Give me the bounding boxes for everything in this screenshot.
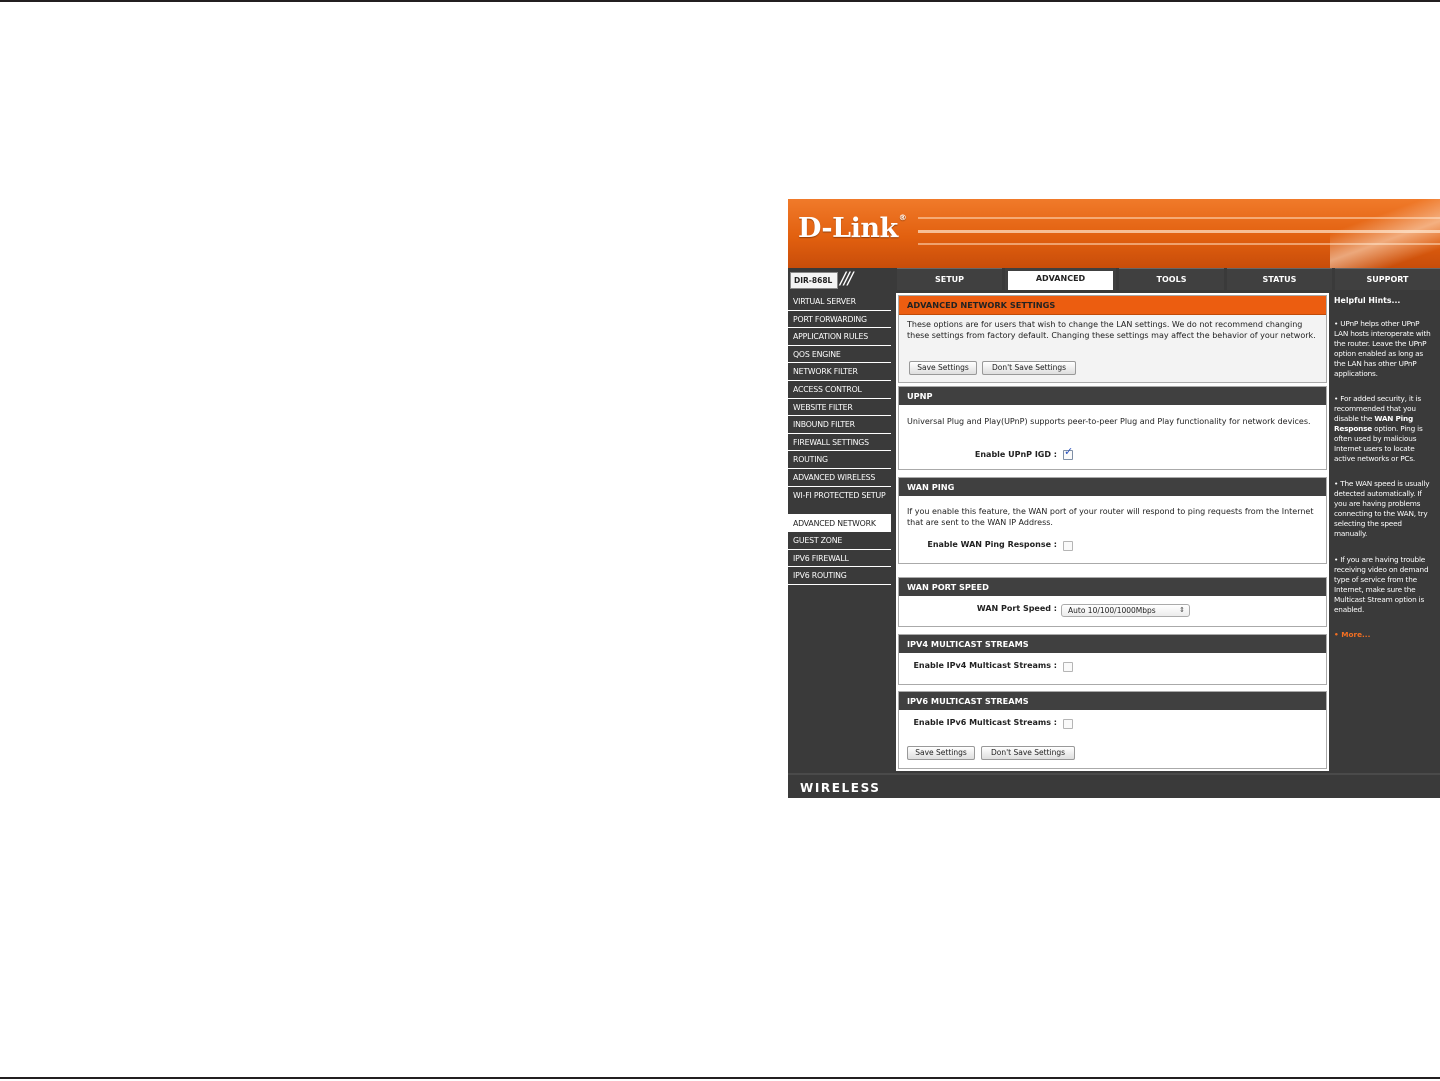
sidebar-item-virtual-server[interactable]: VIRTUAL SERVER: [788, 293, 891, 311]
dlink-logo: D-Link®: [798, 213, 907, 244]
wan-ping-checkbox[interactable]: [1063, 541, 1073, 551]
section-title: WAN PORT SPEED: [899, 578, 1326, 596]
upnp-igd-checkbox[interactable]: [1063, 450, 1073, 460]
tab-support[interactable]: SUPPORT: [1335, 268, 1440, 290]
hint-wan-speed: • The WAN speed is usually detected automatically. If you are having problems connecting to the WAN, try selecting the speed manually.: [1334, 479, 1430, 538]
ipv4-multicast-section: [898, 634, 1327, 685]
hints-title: Helpful Hints...: [1334, 296, 1401, 305]
section-title: ADVANCED NETWORK SETTINGS: [899, 296, 1326, 315]
sidebar-item-advanced-wireless[interactable]: ADVANCED WIRELESS: [788, 469, 891, 487]
tab-tools[interactable]: TOOLS: [1119, 268, 1224, 290]
save-settings-button[interactable]: Save Settings: [909, 361, 977, 375]
intro-text: These options are for users that wish to change the LAN settings. We do not recommend changing these settings from factory default. Changing these settings may affect the behavior of your network.: [907, 320, 1316, 340]
wan-ping-text: If you enable this feature, the WAN port of your router will respond to ping requests from the Internet that are sent to the WAN IP Address.: [907, 507, 1314, 527]
helpful-hints-panel: [1330, 293, 1440, 771]
wan-ping-section: [898, 477, 1327, 564]
footer-bar: [788, 773, 1440, 798]
sidebar-item-ipv6-routing[interactable]: IPV6 ROUTING: [788, 567, 891, 585]
slash-decoration: ///: [840, 269, 852, 289]
select-arrows-icon: ⇕: [1179, 606, 1185, 614]
upnp-igd-label: Enable UPnP IGD :: [974, 450, 1057, 459]
tab-status[interactable]: STATUS: [1227, 268, 1332, 290]
ipv6-multicast-section: [898, 691, 1327, 769]
more-hints-link[interactable]: • More...: [1334, 630, 1371, 639]
sidebar-item-routing[interactable]: ROUTING: [788, 451, 891, 469]
wan-port-speed-section: [898, 577, 1327, 627]
section-title: WAN PING: [899, 478, 1326, 496]
ipv4-multicast-label: Enable IPv4 Multicast Streams :: [913, 661, 1057, 670]
sidebar-item-port-forwarding[interactable]: PORT FORWARDING: [788, 311, 891, 329]
sidebar-item-application-rules[interactable]: APPLICATION RULES: [788, 328, 891, 346]
upnp-text: Universal Plug and Play(UPnP) supports peer-to-peer Plug and Play functionality for network devices.: [907, 417, 1311, 426]
sidebar-item-qos-engine[interactable]: QOS ENGINE: [788, 346, 891, 364]
section-title: IPV4 MULTICAST STREAMS: [899, 635, 1326, 653]
model-tab-row: [788, 268, 1440, 290]
sidebar-item-firewall-settings[interactable]: FIREWALL SETTINGS: [788, 434, 891, 452]
sidebar: [788, 293, 893, 585]
model-label: DIR-868L: [790, 272, 838, 289]
ipv4-multicast-checkbox[interactable]: [1063, 662, 1073, 672]
dont-save-settings-button[interactable]: Don't Save Settings: [982, 361, 1076, 375]
bottom-save-settings-button[interactable]: Save Settings: [907, 746, 975, 760]
wireless-logo: WIRELESS: [800, 781, 881, 795]
top-rule: [0, 0, 1440, 2]
wan-ping-label: Enable WAN Ping Response :: [927, 540, 1057, 549]
tab-setup[interactable]: SETUP: [897, 268, 1002, 290]
section-title: UPNP: [899, 387, 1326, 405]
bottom-rule: [0, 1077, 1440, 1079]
section-title: IPV6 MULTICAST STREAMS: [899, 692, 1326, 710]
hint-wan-ping: • For added security, it is recommended that you disable the WAN Ping Response option. Ping is often used by malicious Internet users to locate active networks or PCs.: [1334, 394, 1423, 463]
tab-advanced[interactable]: ADVANCED: [1005, 268, 1116, 290]
sidebar-item-ipv6-firewall[interactable]: IPV6 FIREWALL: [788, 550, 891, 568]
bottom-dont-save-settings-button[interactable]: Don't Save Settings: [981, 746, 1075, 760]
sidebar-item-advanced-network[interactable]: ADVANCED NETWORK: [788, 515, 891, 533]
ipv6-multicast-checkbox[interactable]: [1063, 719, 1073, 729]
brand-banner: [788, 199, 1440, 268]
sidebar-item-inbound-filter[interactable]: INBOUND FILTER: [788, 416, 891, 434]
sidebar-item-guest-zone[interactable]: GUEST ZONE: [788, 532, 891, 550]
wan-port-speed-label: WAN Port Speed :: [976, 604, 1057, 613]
hint-upnp: • UPnP helps other UPnP LAN hosts interoperate with the router. Leave the UPnP option enabled as long as the LAN has other UPnP applications.: [1334, 319, 1431, 378]
advanced-network-settings-section: [898, 295, 1327, 383]
main-content: [896, 293, 1329, 771]
hint-multicast: • If you are having trouble receiving video on demand type of service from the Internet, make sure the Multicast Stream option is enabled.: [1334, 555, 1429, 614]
sidebar-item-wifi-protected-setup[interactable]: WI-FI PROTECTED SETUP: [788, 487, 891, 515]
ipv6-multicast-label: Enable IPv6 Multicast Streams :: [913, 718, 1057, 727]
sidebar-item-access-control[interactable]: ACCESS CONTROL: [788, 381, 891, 399]
top-tabs: [894, 268, 1440, 290]
wan-port-speed-select[interactable]: Auto 10/100/1000Mbps ⇕: [1061, 604, 1190, 617]
router-ui: [788, 199, 1440, 798]
upnp-section: [898, 386, 1327, 470]
sidebar-item-network-filter[interactable]: NETWORK FILTER: [788, 363, 891, 381]
sidebar-item-website-filter[interactable]: WEBSITE FILTER: [788, 399, 891, 417]
